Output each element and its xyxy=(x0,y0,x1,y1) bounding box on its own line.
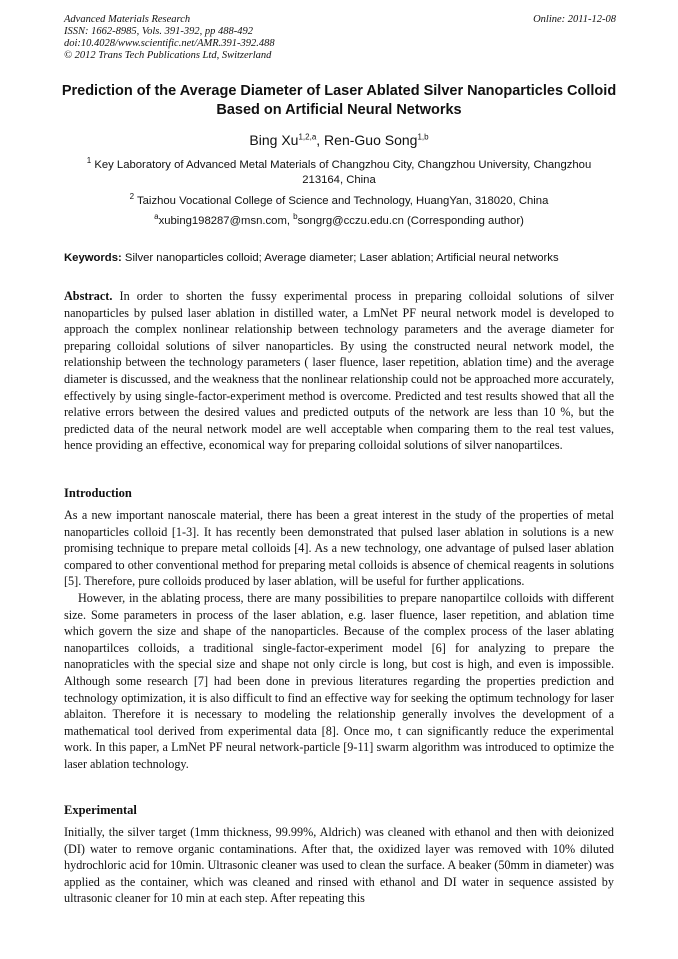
issn-line: ISSN: 1662-8985, Vols. 391-392, pp 488-492 xyxy=(64,26,253,37)
introduction-paragraph-1: As a new important nanoscale material, there has been a great interest in the study of the properties of metal nanoparticles colloid [1-3]. It has recently been demonstrated that pulsed laser ablation in solutions is a new promising technique to prepare metal colloids [4]. As a new technology, one advantage of pulsed laser ablation compared to other conventional method for preparing metal colloids is absence of chemical reagents in solutions [5]. Therefore, pure colloids produced by laser ablation, will be useful for further applications. xyxy=(64,508,614,589)
email-line xyxy=(40,214,638,229)
author-1-sup: 1,2,a xyxy=(298,132,317,142)
email-a-sup: a xyxy=(154,212,159,222)
affiliation-1-sup: 1 xyxy=(86,156,92,166)
journal-name: Advanced Materials Research xyxy=(64,14,191,25)
keywords-text: Silver nanoparticles colloid; Average diameter; Laser ablation; Artificial neural networks xyxy=(121,252,559,264)
affiliation-2-text: Taizhou Vocational College of Science and Technology, HuangYan, 318020, China xyxy=(134,195,549,207)
experimental-paragraph-1: Initially, the silver target (1mm thickness, 99.99%, Aldrich) was cleaned with ethanol and then with deionized (DI) water to remove organic contaminations. After that, the oxidized layer was removed with 10% diluted hydrochloric acid for 10min. Ultrasonic cleaner was used to clean the surface. A beaker (50mm in diameter) was applied as the container, which was cleaned and rinsed with ethanol and DI water in sequence assisted by ultrasonic cleaner for 10 min at each step. After repeating this xyxy=(64,825,614,906)
keywords-label: Keywords: xyxy=(64,252,122,264)
online-date: Online: 2011-12-08 xyxy=(533,14,616,25)
email-a[interactable]: xubing198287@msn.com, xyxy=(158,215,294,227)
affiliation-1 xyxy=(70,158,608,188)
affiliation-2 xyxy=(70,194,608,209)
paper-title: Prediction of the Average Diameter of Laser Ablated Silver Nanoparticles Colloid Based on Artificial Neural Networks xyxy=(61,83,617,118)
journal-header xyxy=(64,14,616,62)
email-b[interactable]: songrg@cczu.edu.cn (Corresponding author) xyxy=(297,215,524,227)
author-separator: , xyxy=(316,132,325,148)
abstract-label: Abstract. xyxy=(64,289,113,303)
section-heading-experimental: Experimental xyxy=(64,803,137,817)
author-1-name: Bing Xu xyxy=(249,132,299,148)
author-line xyxy=(40,131,638,149)
experimental-body xyxy=(64,824,614,907)
keywords xyxy=(64,251,620,266)
author-2-sup: 1,b xyxy=(417,132,429,142)
affiliation-1-text: Key Laboratory of Advanced Metal Materials of Changzhou City, Changzhou University, Changzhou 213164, China xyxy=(91,159,592,186)
email-b-sup: b xyxy=(293,212,298,222)
introduction-paragraph-2: However, in the ablating process, there are many possibilities to prepare nanopartilce colloids with different size. Some parameters in process of the laser ablation, e.g. laser fluence, laser repetition, and ablation time which govern the size and shape of the nanoparticles. Because of the complex process of the laser ablating nanopartilces colloids, a traditional single-factor-experiment model [6] for analyzing to prepare the nanopraticles with the special size and shape not only circle is long, but cost is high, and even is impossible. Although some research [7] had been done in previous literatures regarding the properties prediction and technology optimization, it is also difficult to find an effective way for seeking the optimum technology for laser ablaiton. Therefore it is necessary to modeling the relationship generally involves the development of a mathematical tool derived from experimental data [8]. Once mo, t can significantly reduce the experimental work. In this paper, a LmNet PF neural network-particle [9-11] swarm algorithm was introduced to optimize the laser ablation technology. xyxy=(64,590,614,771)
doi-line: doi:10.4028/www.scientific.net/AMR.391-392.488 xyxy=(64,38,275,49)
affiliation-2-sup: 2 xyxy=(129,192,135,202)
abstract-text: In order to shorten the fussy experimental process in preparing colloidal solutions of silver nanoparticles by pulsed laser ablation in distilled water, a LmNet PF neural network model is developed to approach the complex nonlinear relationship between technology parameters and the average diameter for preparing colloidal solutions of silver nanoparticles. By using the constructed neural network model, the relationship between the technology parameters ( laser fluence, laser repetition, ablation time) and the average diameter is discussed, and the weakness that the nonlinear relationship could not be approached more accurately, effectively by using single-factor-experiment method is overcome. Predicted and test results showed that all the relative errors between the desired values and predicted outputs of the network are less than 10 %, but the predicted data of the neural network model are well acceptable when comparing them to the real test values, hence providing an effective, economical way for preparing colloidal solutions of silver nanopartilces. xyxy=(64,289,614,453)
abstract xyxy=(64,288,614,454)
copyright-line: © 2012 Trans Tech Publications Ltd, Switzerland xyxy=(64,50,272,61)
section-heading-introduction: Introduction xyxy=(64,486,132,500)
author-2-name: Ren-Guo Song xyxy=(324,132,418,148)
introduction-body xyxy=(64,507,614,773)
